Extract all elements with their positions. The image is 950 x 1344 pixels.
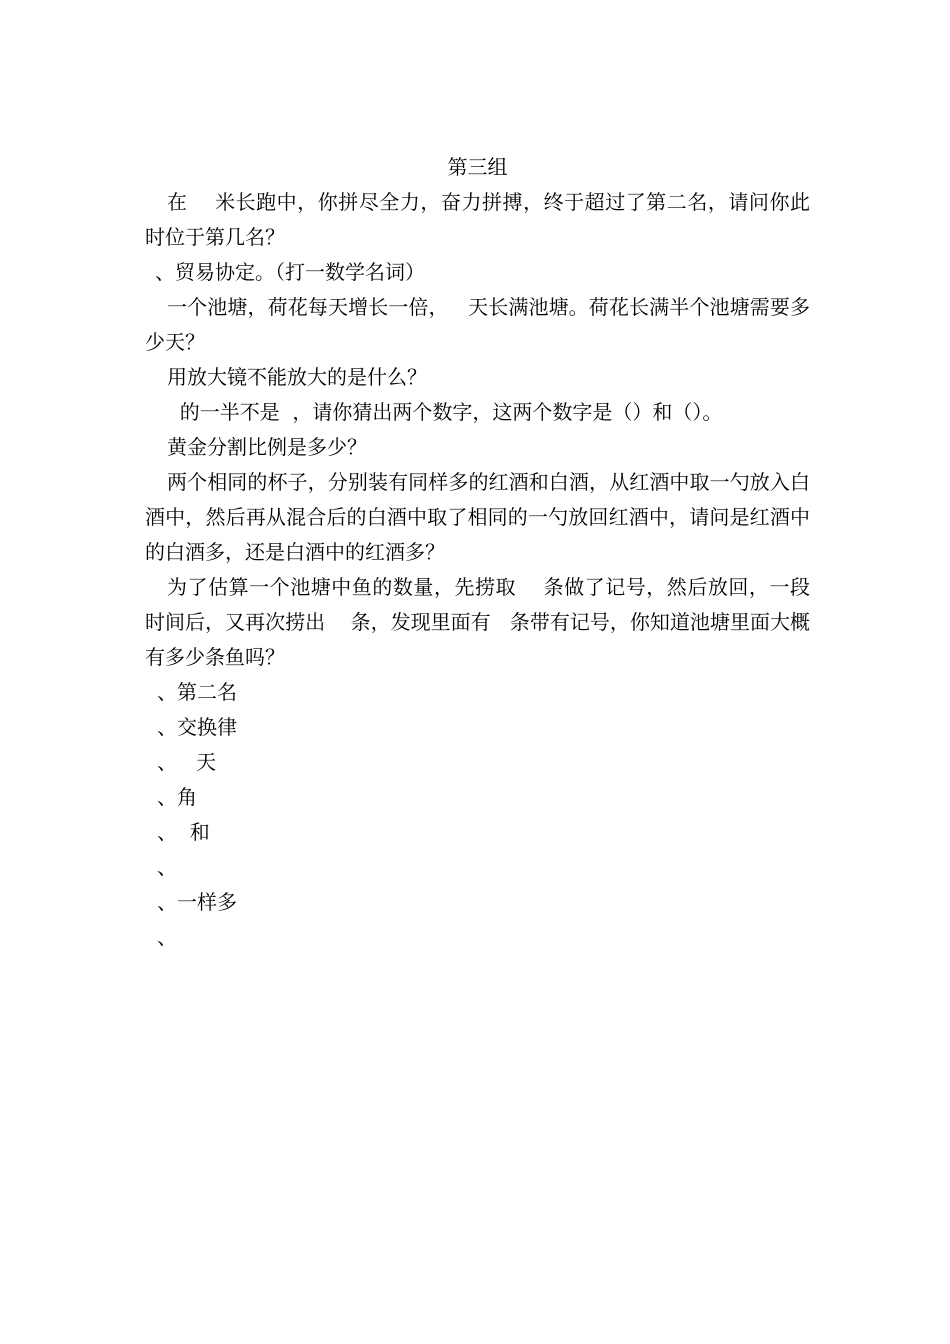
page-title: 第三组 [447, 155, 508, 179]
question-3: 一个池塘，荷花每天增长一倍， 天长满池塘。荷花长满半个池塘需要多少天？ [145, 295, 810, 354]
answer-5: 、 和 [157, 820, 210, 844]
question-5: 的一半不是 ，请你猜出两个数字，这两个数字是（）和（）。 [167, 400, 723, 424]
question-4: 用放大镜不能放大的是什么？ [167, 365, 427, 389]
answer-4: 、角 [157, 785, 197, 809]
document-content [145, 150, 810, 955]
answer-7: 、一样多 [157, 890, 237, 914]
question-8: 为了估算一个池塘中鱼的数量，先捞取 条做了记号，然后放回，一段时间后，又再次捞出 条，发现里面有 条带有记号，你知道池塘里面大概有多少条鱼吗？ [145, 575, 810, 669]
answer-list [145, 675, 810, 955]
answer-1: 、第二名 [157, 680, 237, 704]
question-1: 在 米长跑中，你拼尽全力，奋力拼搏，终于超过了第二名，请问你此时位于第几名？ [145, 190, 810, 249]
question-7: 两个相同的杯子，分别装有同样多的红酒和白酒，从红酒中取一勺放入白酒中，然后再从混合后的白酒中取了相同的一勺放回红酒中，请问是红酒中的白酒多，还是白酒中的红酒多？ [145, 470, 810, 564]
answer-8: 、 [157, 925, 177, 949]
answer-6: 、 [157, 855, 177, 879]
question-6: 黄金分割比例是多少？ [167, 435, 367, 459]
question-2: 、贸易协定。（打一数学名词） [155, 260, 425, 284]
answer-2: 、交换律 [157, 715, 237, 739]
answer-3: 、 天 [157, 750, 217, 774]
